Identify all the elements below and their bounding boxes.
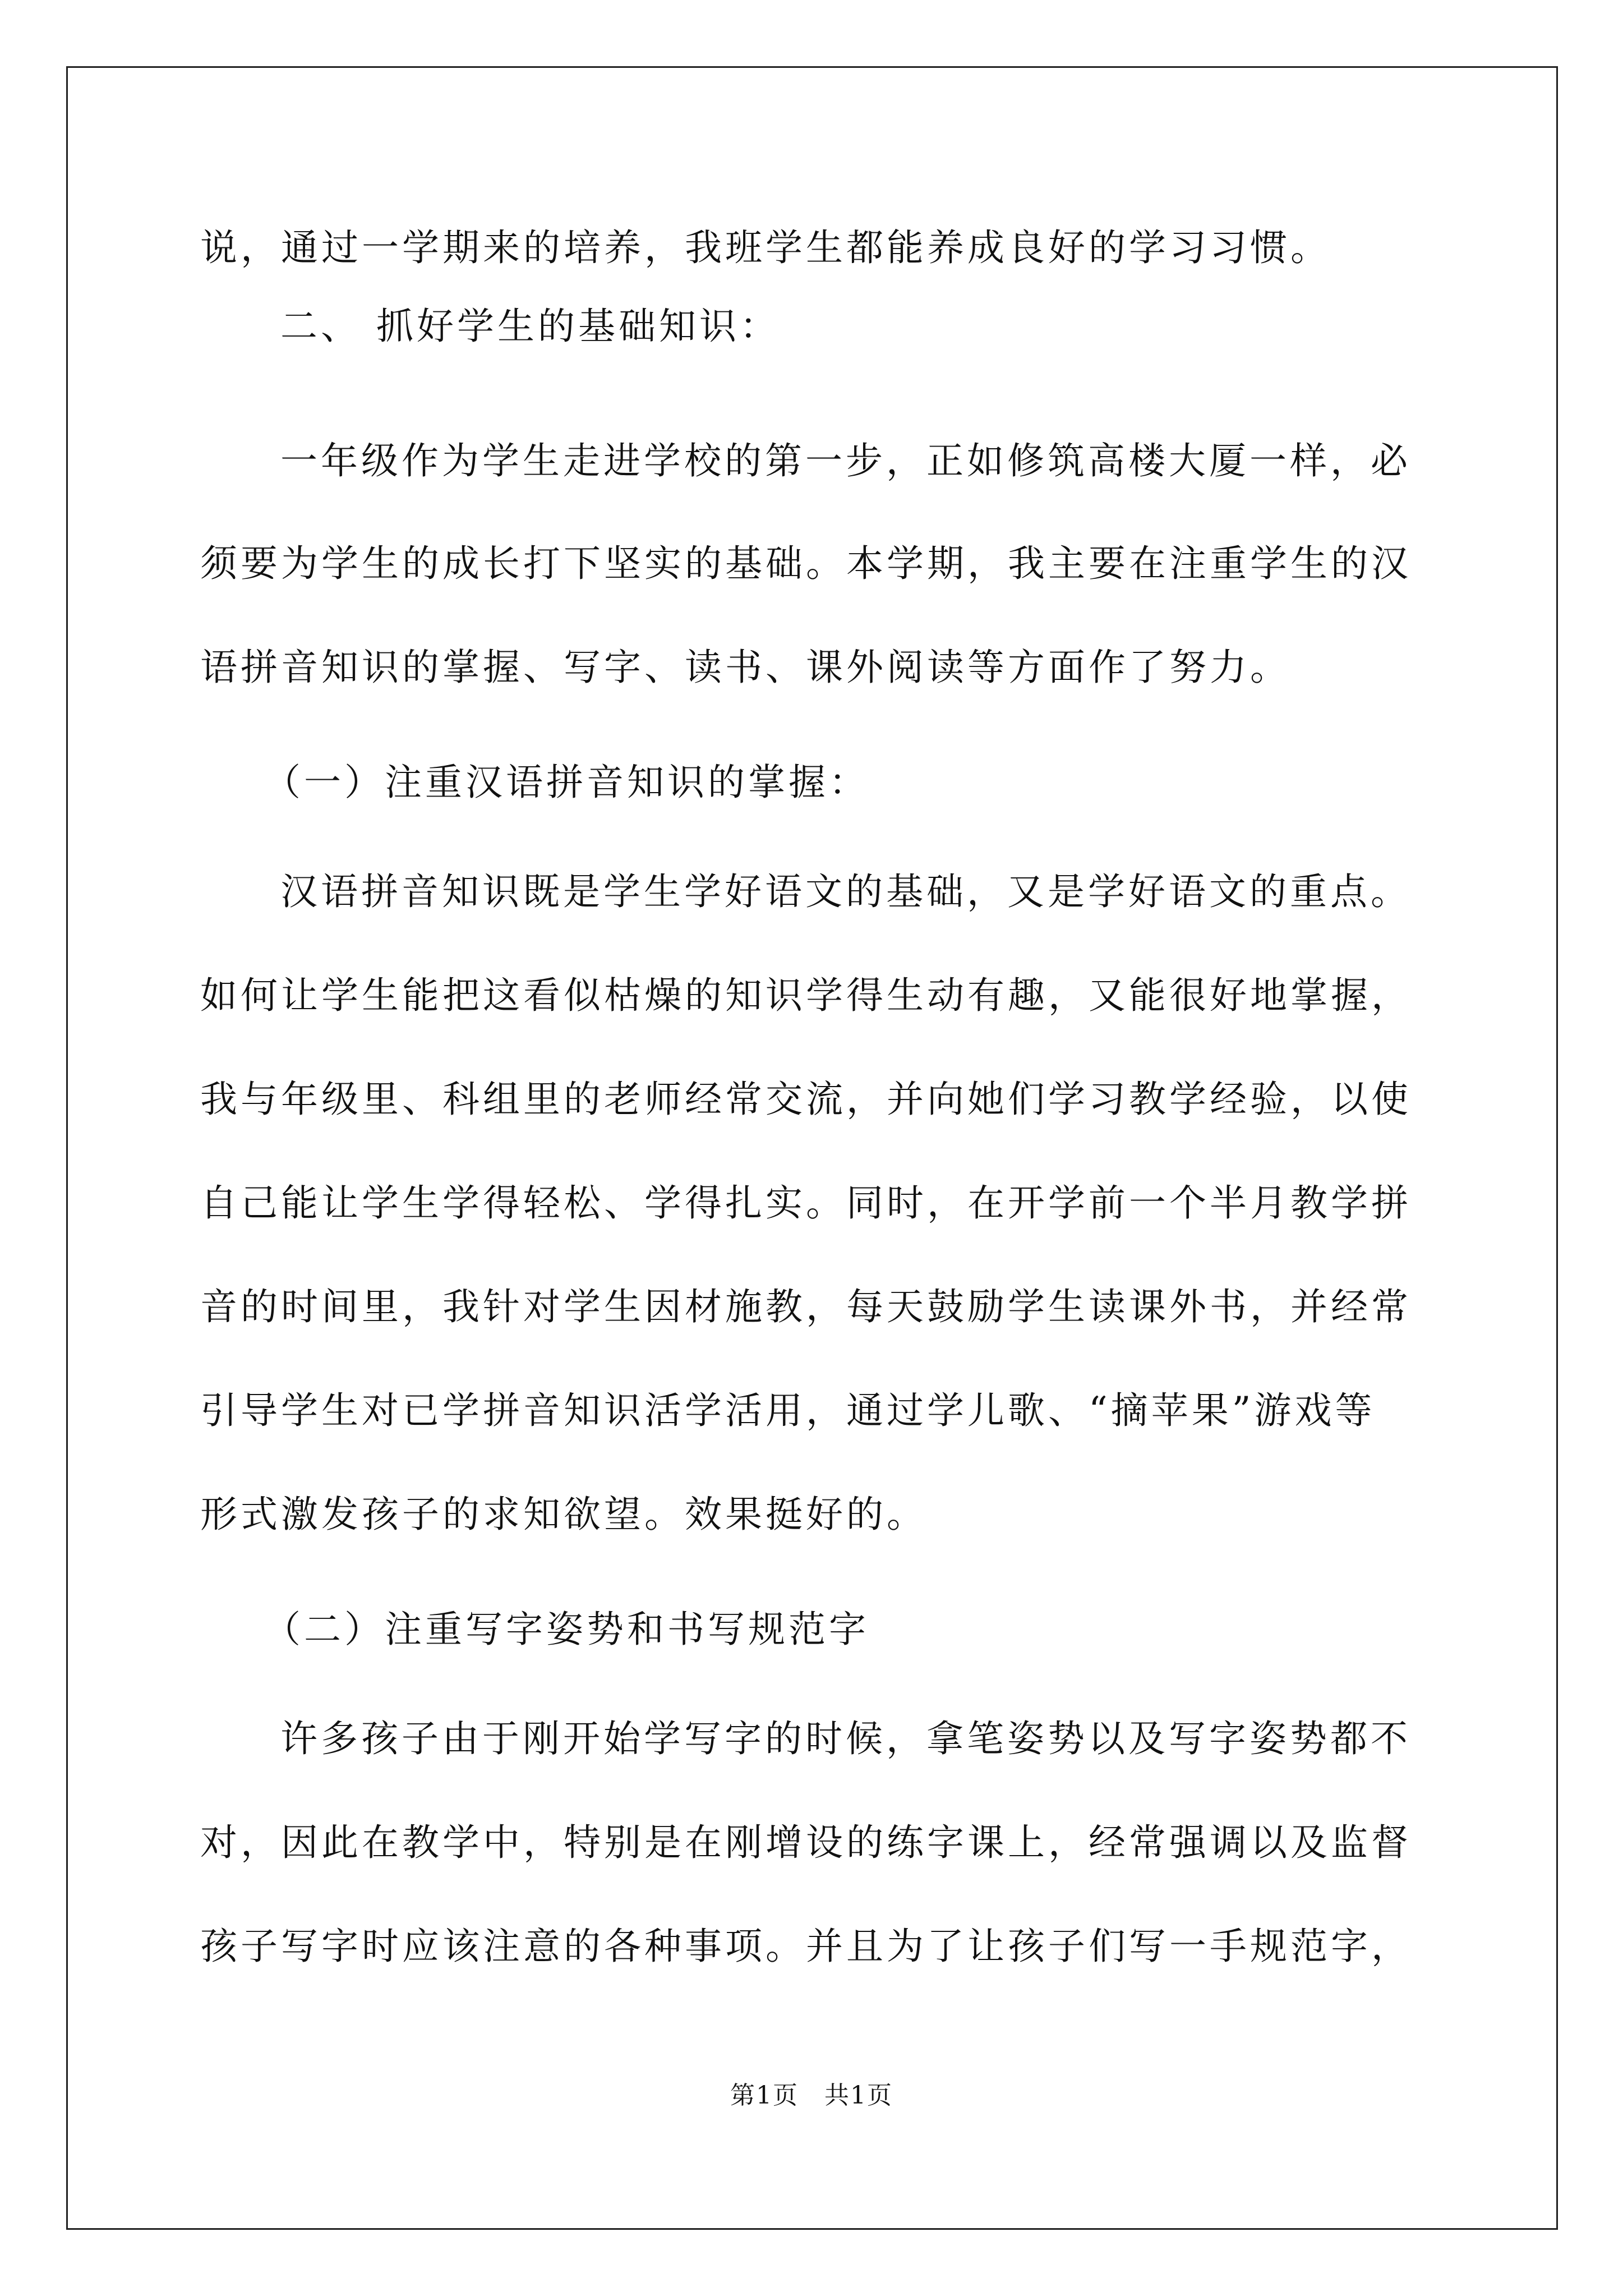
text-line: 自己能让学生学得轻松、学得扎实。同时，在开学前一个半月教学拼	[200, 1181, 1412, 1225]
text-line: 引导学生对已学拼音知识活学活用，通过学儿歌、“摘苹果”游戏等	[200, 1389, 1376, 1432]
subsection-heading: （一）注重汉语拼音知识的掌握：	[264, 761, 869, 804]
text-line: 如何让学生能把这看似枯燥的知识学得生动有趣，又能很好地掌握，	[200, 974, 1412, 1017]
text-line: 说，通过一学期来的培养，我班学生都能养成良好的学习习惯。	[200, 226, 1331, 269]
text-line: 许多孩子由于刚开始学写字的时候，拿笔姿势以及写字姿势都不	[280, 1717, 1411, 1760]
page-number-footer: 第1页 共1页	[730, 2081, 893, 2110]
text-line: 对，因此在教学中，特别是在刚增设的练字课上，经常强调以及监督	[200, 1821, 1412, 1864]
text-line: 一年级作为学生走进学校的第一步，正如修筑高楼大厦一样，必	[280, 439, 1411, 482]
text-line: 我与年级里、科组里的老师经常交流，并向她们学习教学经验，以使	[200, 1078, 1412, 1121]
text-line: 语拼音知识的掌握、写字、读书、课外阅读等方面作了努力。	[200, 646, 1290, 689]
text-line: 音的时间里，我针对学生因材施教，每天鼓励学生读课外书，并经常	[200, 1285, 1412, 1328]
text-line: 汉语拼音知识既是学生学好语文的基础，又是学好语文的重点。	[280, 870, 1411, 913]
page-border	[66, 66, 1558, 2230]
text-line: 孩子写字时应该注意的各种事项。并且为了让孩子们写一手规范字，	[200, 1925, 1412, 1968]
text-line: 形式激发孩子的求知欲望。效果挺好的。	[200, 1493, 927, 1536]
text-line: 须要为学生的成长打下坚实的基础。本学期，我主要在注重学生的汉	[200, 542, 1412, 585]
subsection-heading: （二）注重写字姿势和书写规范字	[264, 1608, 869, 1651]
section-heading: 二、 抓好学生的基础知识：	[280, 305, 780, 348]
